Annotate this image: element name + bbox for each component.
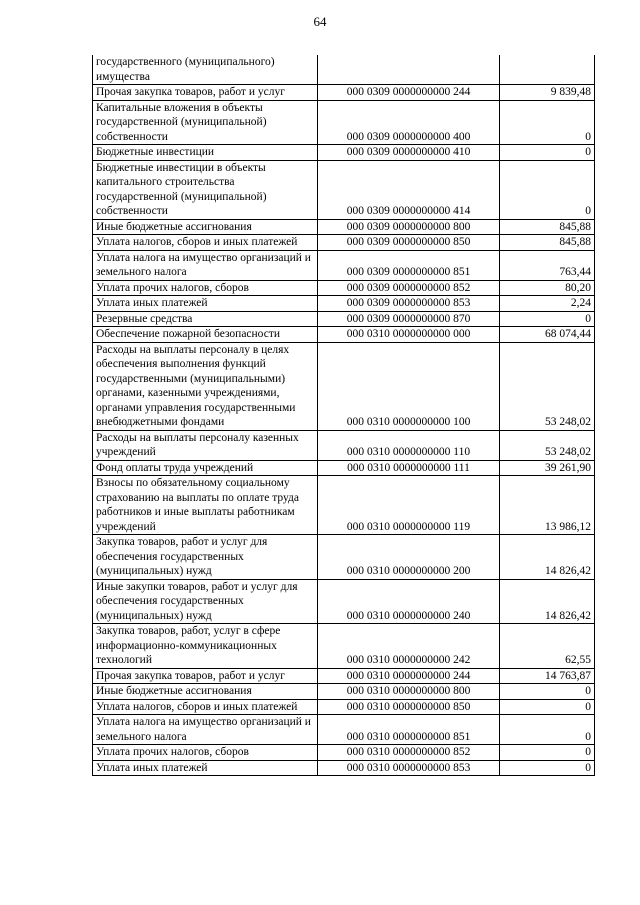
table-row [93, 699, 595, 715]
table-row [93, 327, 595, 343]
table-row [93, 219, 595, 235]
row-name-cell: Бюджетные инвестиции в объекты капитального строительства государственной (муниципальной) собственности [93, 160, 318, 219]
row-name-cell: Резервные средства [93, 311, 318, 327]
table-row [93, 145, 595, 161]
row-code-cell: 000 0309 0000000000 851 [318, 250, 500, 280]
row-name-cell: Взносы по обязательному социальному страхованию на выплаты по оплате труда работников и иные выплаты работникам учреждений [93, 476, 318, 535]
row-code-cell: 000 0309 0000000000 414 [318, 160, 500, 219]
row-amount-cell: 14 763,87 [500, 668, 595, 684]
row-name-cell: Обеспечение пожарной безопасности [93, 327, 318, 343]
row-code-cell: 000 0310 0000000000 111 [318, 460, 500, 476]
row-name-cell: Расходы на выплаты персоналу казенных учреждений [93, 430, 318, 460]
row-name-cell: Уплата прочих налогов, сборов [93, 280, 318, 296]
table-row [93, 100, 595, 145]
row-name-cell: Закупка товаров, работ и услуг для обеспечения государственных (муниципальных) нужд [93, 535, 318, 580]
row-amount-cell: 68 074,44 [500, 327, 595, 343]
row-code-cell: 000 0310 0000000000 800 [318, 684, 500, 700]
row-name-cell: Уплата налогов, сборов и иных платежей [93, 699, 318, 715]
table-row [93, 160, 595, 219]
row-code-cell: 000 0309 0000000000 244 [318, 85, 500, 101]
table-row [93, 684, 595, 700]
row-amount-cell: 0 [500, 311, 595, 327]
row-name-cell: Закупка товаров, работ, услуг в сфере информационно-коммуникационных технологий [93, 624, 318, 669]
row-code-cell: 000 0310 0000000000 110 [318, 430, 500, 460]
row-name-cell: Иные бюджетные ассигнования [93, 684, 318, 700]
table-row [93, 579, 595, 624]
row-name-cell: Уплата налогов, сборов и иных платежей [93, 235, 318, 251]
table-row [93, 760, 595, 776]
row-name-cell: Капитальные вложения в объекты государственной (муниципальной) собственности [93, 100, 318, 145]
row-name-cell: Расходы на выплаты персоналу в целях обеспечения выполнения функций государственными (муниципальными) органами, казенными учреждениями, органами управления государственными внебюджетными фондами [93, 342, 318, 430]
budget-table [92, 55, 595, 776]
table-row [93, 624, 595, 669]
row-amount-cell: 0 [500, 145, 595, 161]
row-code-cell: 000 0310 0000000000 242 [318, 624, 500, 669]
table-row [93, 535, 595, 580]
row-code-cell: 000 0309 0000000000 850 [318, 235, 500, 251]
table-row [93, 235, 595, 251]
row-amount-cell: 0 [500, 160, 595, 219]
row-code-cell: 000 0310 0000000000 119 [318, 476, 500, 535]
row-name-cell: Уплата прочих налогов, сборов [93, 745, 318, 761]
row-amount-cell: 62,55 [500, 624, 595, 669]
row-amount-cell: 0 [500, 100, 595, 145]
row-code-cell: 000 0310 0000000000 240 [318, 579, 500, 624]
row-code-cell: 000 0310 0000000000 851 [318, 715, 500, 745]
row-amount-cell: 0 [500, 745, 595, 761]
table-row [93, 296, 595, 312]
row-amount-cell: 2,24 [500, 296, 595, 312]
table-row [93, 476, 595, 535]
row-amount-cell: 13 986,12 [500, 476, 595, 535]
row-amount-cell: 80,20 [500, 280, 595, 296]
table-row [93, 430, 595, 460]
row-amount-cell: 763,44 [500, 250, 595, 280]
row-amount-cell: 53 248,02 [500, 342, 595, 430]
row-code-cell: 000 0310 0000000000 000 [318, 327, 500, 343]
row-code-cell: 000 0310 0000000000 200 [318, 535, 500, 580]
row-amount-cell [500, 55, 595, 85]
row-code-cell: 000 0310 0000000000 244 [318, 668, 500, 684]
row-code-cell: 000 0310 0000000000 100 [318, 342, 500, 430]
row-name-cell: государственного (муниципального) имущества [93, 55, 318, 85]
row-amount-cell: 9 839,48 [500, 85, 595, 101]
table-row [93, 55, 595, 85]
table-row [93, 311, 595, 327]
row-code-cell [318, 55, 500, 85]
row-amount-cell: 53 248,02 [500, 430, 595, 460]
row-code-cell: 000 0309 0000000000 870 [318, 311, 500, 327]
table-row [93, 85, 595, 101]
row-name-cell: Фонд оплаты труда учреждений [93, 460, 318, 476]
row-name-cell: Уплата иных платежей [93, 760, 318, 776]
table-row [93, 250, 595, 280]
page-number: 64 [313, 14, 327, 29]
row-code-cell: 000 0309 0000000000 853 [318, 296, 500, 312]
row-amount-cell: 39 261,90 [500, 460, 595, 476]
row-code-cell: 000 0310 0000000000 853 [318, 760, 500, 776]
row-name-cell: Уплата иных платежей [93, 296, 318, 312]
row-amount-cell: 0 [500, 760, 595, 776]
row-name-cell: Прочая закупка товаров, работ и услуг [93, 85, 318, 101]
row-amount-cell: 14 826,42 [500, 535, 595, 580]
table-row [93, 715, 595, 745]
row-code-cell: 000 0309 0000000000 852 [318, 280, 500, 296]
row-amount-cell: 0 [500, 684, 595, 700]
row-name-cell: Уплата налога на имущество организаций и земельного налога [93, 715, 318, 745]
row-code-cell: 000 0309 0000000000 800 [318, 219, 500, 235]
row-name-cell: Бюджетные инвестиции [93, 145, 318, 161]
table-row [93, 280, 595, 296]
table-row [93, 342, 595, 430]
row-code-cell: 000 0309 0000000000 400 [318, 100, 500, 145]
row-name-cell: Уплата налога на имущество организаций и земельного налога [93, 250, 318, 280]
row-code-cell: 000 0309 0000000000 410 [318, 145, 500, 161]
row-name-cell: Иные бюджетные ассигнования [93, 219, 318, 235]
row-amount-cell: 845,88 [500, 219, 595, 235]
table-row [93, 668, 595, 684]
row-code-cell: 000 0310 0000000000 850 [318, 699, 500, 715]
row-amount-cell: 0 [500, 715, 595, 745]
row-amount-cell: 0 [500, 699, 595, 715]
row-name-cell: Иные закупки товаров, работ и услуг для обеспечения государственных (муниципальных) нужд [93, 579, 318, 624]
row-name-cell: Прочая закупка товаров, работ и услуг [93, 668, 318, 684]
row-amount-cell: 845,88 [500, 235, 595, 251]
row-code-cell: 000 0310 0000000000 852 [318, 745, 500, 761]
table-row [93, 745, 595, 761]
table-row [93, 460, 595, 476]
budget-table-body [93, 55, 595, 776]
row-amount-cell: 14 826,42 [500, 579, 595, 624]
